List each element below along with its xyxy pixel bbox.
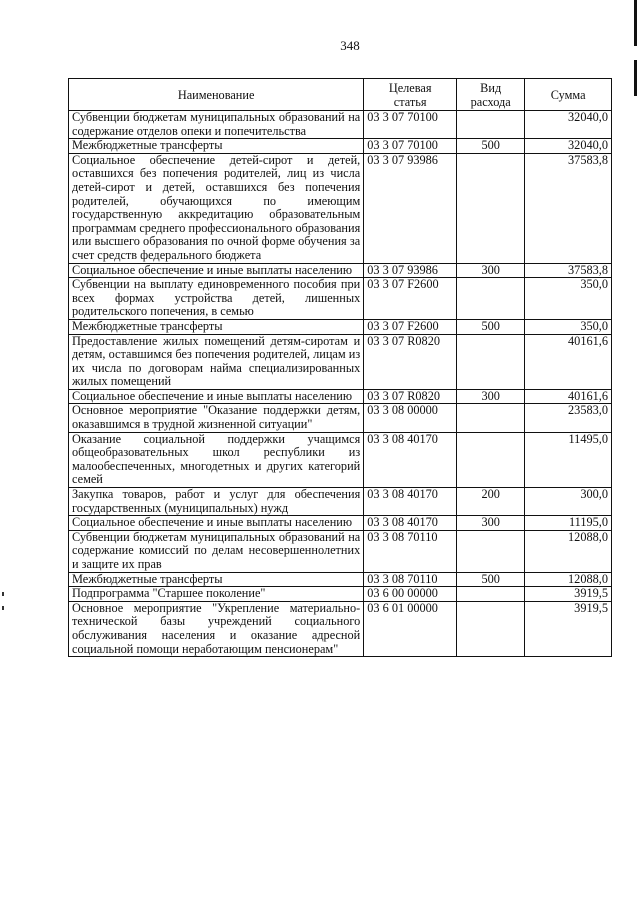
cell-type — [457, 530, 525, 572]
cell-type — [457, 278, 525, 320]
cell-name: Субвенции бюджетам муниципальных образований на содержание отделов опеки и попечительства — [69, 111, 364, 139]
table-row — [69, 530, 612, 572]
cell-sum: 3919,5 — [525, 601, 612, 656]
header-code — [364, 79, 457, 111]
cell-name: Субвенции бюджетам муниципальных образований на содержание комиссий по делам несовершеннолетних и защите их прав — [69, 530, 364, 572]
cell-type: 200 — [457, 488, 525, 516]
header-sum: Сумма — [525, 79, 612, 111]
table-row — [69, 263, 612, 278]
cell-type: 300 — [457, 389, 525, 404]
cell-code: 03 3 08 00000 — [364, 404, 457, 432]
table-row — [69, 334, 612, 389]
cell-name: Межбюджетные трансферты — [69, 139, 364, 154]
cell-code: 03 3 07 R0820 — [364, 334, 457, 389]
cell-sum: 12088,0 — [525, 572, 612, 587]
cell-type — [457, 153, 525, 263]
cell-type: 500 — [457, 572, 525, 587]
cell-sum: 350,0 — [525, 278, 612, 320]
cell-sum: 37583,8 — [525, 263, 612, 278]
cell-sum: 12088,0 — [525, 530, 612, 572]
cell-name: Социальное обеспечение и иные выплаты населению — [69, 389, 364, 404]
cell-code: 03 3 07 F2600 — [364, 319, 457, 334]
cell-sum: 350,0 — [525, 319, 612, 334]
cell-name: Закупка товаров, работ и услуг для обеспечения государственных (муниципальных) нужд — [69, 488, 364, 516]
cell-type: 500 — [457, 319, 525, 334]
cell-sum: 32040,0 — [525, 139, 612, 154]
header-code-line2: статья — [393, 94, 427, 109]
margin-mark-right-top — [634, 0, 637, 46]
cell-code: 03 3 07 70100 — [364, 139, 457, 154]
cell-name: Межбюджетные трансферты — [69, 572, 364, 587]
cell-code: 03 3 08 40170 — [364, 488, 457, 516]
margin-mark-left-1 — [2, 592, 4, 596]
cell-name: Социальное обеспечение детей-сирот и детей, оставшихся без попечения родителей, лиц из числа детей-сирот и детей, оставшихся без попечения родителей, обучающихся по имеющим государственную аккредитацию образовательным программам среднего профессионального образования или высшего образования по очной форме обучения за счет средств федерального бюджета — [69, 153, 364, 263]
cell-code: 03 3 08 40170 — [364, 516, 457, 531]
header-type-line2: расхода — [470, 94, 511, 109]
cell-sum: 37583,8 — [525, 153, 612, 263]
cell-type — [457, 601, 525, 656]
cell-name: Субвенции на выплату единовременного пособия при всех формах устройства детей, лишенных родительского попечения, в семью — [69, 278, 364, 320]
table-row — [69, 601, 612, 656]
cell-sum: 23583,0 — [525, 404, 612, 432]
cell-name: Подпрограмма "Старшее поколение" — [69, 587, 364, 602]
cell-code: 03 3 07 R0820 — [364, 389, 457, 404]
cell-type: 300 — [457, 263, 525, 278]
header-type — [457, 79, 525, 111]
header-name: Наименование — [69, 79, 364, 111]
cell-type: 300 — [457, 516, 525, 531]
cell-type — [457, 404, 525, 432]
budget-table — [68, 78, 612, 657]
cell-type: 500 — [457, 139, 525, 154]
cell-sum: 300,0 — [525, 488, 612, 516]
cell-sum: 11495,0 — [525, 432, 612, 487]
table-row — [69, 432, 612, 487]
table-row — [69, 319, 612, 334]
cell-code: 03 3 07 93986 — [364, 263, 457, 278]
cell-type — [457, 587, 525, 602]
page-number: 348 — [340, 38, 360, 53]
cell-code: 03 6 01 00000 — [364, 601, 457, 656]
margin-mark-left-2 — [2, 606, 4, 610]
cell-code: 03 3 07 93986 — [364, 153, 457, 263]
cell-name: Предоставление жилых помещений детям-сиротам и детям, оставшимся без попечения родителей, лицам из их числа по договорам найма специализированных жилых помещений — [69, 334, 364, 389]
cell-sum: 40161,6 — [525, 334, 612, 389]
table-row — [69, 488, 612, 516]
cell-name: Основное мероприятие "Оказание поддержки детям, оказавшимся в трудной жизненной ситуации" — [69, 404, 364, 432]
cell-name: Основное мероприятие "Укрепление материально-технической базы учреждений социального обслуживания населения и оказание адресной социальной помощи неработающим пенсионерам" — [69, 601, 364, 656]
table-row — [69, 111, 612, 139]
cell-sum: 32040,0 — [525, 111, 612, 139]
cell-code: 03 3 08 70110 — [364, 572, 457, 587]
table-header-row — [69, 79, 612, 111]
header-code-line1: Целевая — [388, 80, 432, 95]
cell-sum: 3919,5 — [525, 587, 612, 602]
table-row — [69, 587, 612, 602]
header-type-line1: Вид — [480, 80, 502, 95]
margin-mark-right-middle — [634, 60, 637, 96]
table-row — [69, 572, 612, 587]
cell-type — [457, 432, 525, 487]
cell-name: Социальное обеспечение и иные выплаты населению — [69, 516, 364, 531]
cell-name: Социальное обеспечение и иные выплаты населению — [69, 263, 364, 278]
table-row — [69, 389, 612, 404]
cell-code: 03 6 00 00000 — [364, 587, 457, 602]
cell-sum: 40161,6 — [525, 389, 612, 404]
table-row — [69, 404, 612, 432]
table-row — [69, 516, 612, 531]
cell-sum: 11195,0 — [525, 516, 612, 531]
table-row — [69, 153, 612, 263]
cell-type — [457, 334, 525, 389]
cell-code: 03 3 07 70100 — [364, 111, 457, 139]
cell-code: 03 3 08 70110 — [364, 530, 457, 572]
cell-name: Оказание социальной поддержки учащимся общеобразовательных школ республики из малообеспеченных, многодетных и других категорий семей — [69, 432, 364, 487]
cell-name: Межбюджетные трансферты — [69, 319, 364, 334]
cell-code: 03 3 07 F2600 — [364, 278, 457, 320]
cell-code: 03 3 08 40170 — [364, 432, 457, 487]
table-row — [69, 278, 612, 320]
cell-type — [457, 111, 525, 139]
table-row — [69, 139, 612, 154]
